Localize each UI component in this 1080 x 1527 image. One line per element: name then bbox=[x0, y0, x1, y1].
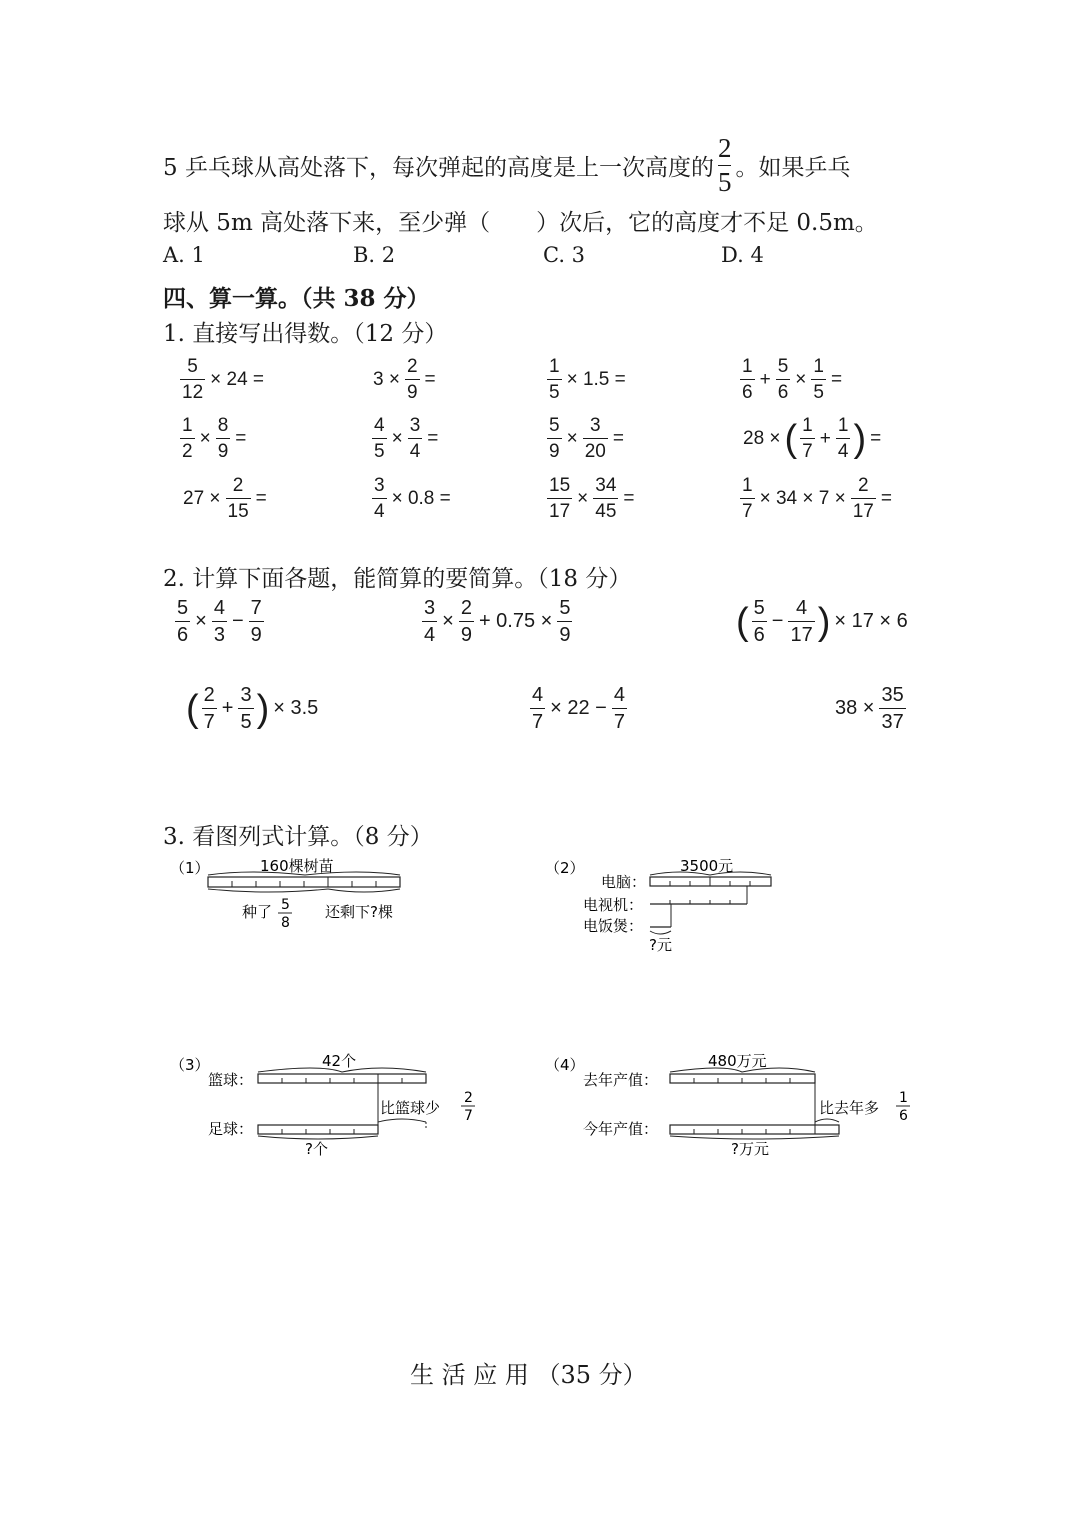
d4-compare-label: 比去年多 bbox=[819, 1099, 880, 1117]
d1-frac-num: 5 bbox=[281, 897, 290, 913]
d3-question: ?个 bbox=[305, 1140, 328, 1158]
p1-item-10: $\frac{3}{4}$ × 0.8 = bbox=[374, 475, 451, 522]
d4-frac-num: 1 bbox=[899, 1090, 908, 1106]
p1-item-8: 28 × ( $\frac{1}{7}$ + $\frac{1}{4}$ ) = bbox=[743, 415, 882, 462]
d2-row1-label: 电脑： bbox=[601, 873, 647, 891]
diagram-3 bbox=[170, 1050, 490, 1164]
p1-item-6: $\frac{4}{5}$ × $\frac{3}{4}$ = bbox=[374, 415, 439, 462]
d3-compare-label: 比篮球少 bbox=[380, 1099, 441, 1117]
section-life-application: 生 活 应 用 （35 分） bbox=[410, 1361, 647, 1389]
d4-frac-den: 6 bbox=[899, 1108, 908, 1124]
d4-row2-label: 今年产值： bbox=[583, 1120, 659, 1138]
d3-number: （3） bbox=[170, 1056, 210, 1074]
p1-item-11: $\frac{15}{17}$ × $\frac{34}{45}$ = bbox=[549, 475, 635, 522]
d1-top-label: 160棵树苗 bbox=[260, 857, 334, 875]
p1-item-9: 27 × $\frac{2}{15}$ = bbox=[183, 475, 267, 522]
p2-expr-4: ( $\frac{2}{7}$ + $\frac{3}{5}$ ) × 3.5 bbox=[186, 684, 319, 733]
d3-frac-num: 2 bbox=[464, 1090, 473, 1106]
p1-item-3: $\frac{1}{5}$ × 1.5 = bbox=[549, 356, 626, 403]
d3-row2-label: 足球： bbox=[208, 1120, 254, 1138]
p1-item-12: $\frac{1}{7}$ × 34 × 7 × $\frac{2}{17}$ = bbox=[742, 475, 892, 522]
d3-row1-label: 篮球： bbox=[208, 1071, 254, 1089]
d3-frac-den: 7 bbox=[464, 1108, 473, 1124]
q5-line1 bbox=[163, 135, 850, 196]
q5-fraction bbox=[718, 135, 732, 196]
part1-title: 1. 直接写出得数。（12 分） bbox=[163, 321, 448, 347]
p2-expr-2: $\frac{3}{4}$ × $\frac{2}{9}$ + 0.75 × $\frac{5}{9}$ bbox=[424, 597, 571, 646]
p2-expr-1: $\frac{5}{6}$ × $\frac{4}{3}$ − $\frac{7}{9}$ bbox=[177, 597, 262, 646]
part2-title: 2. 计算下面各题，能简算的要简算。（18 分） bbox=[163, 566, 632, 592]
part3-title: 3. 看图列式计算。（8 分） bbox=[163, 824, 433, 850]
q5-option-b: B. 2 bbox=[353, 243, 396, 267]
q5-line2: 球从 5m 高处落下来，至少弹（ ）次后，它的高度才不足 0.5m。 bbox=[163, 210, 878, 236]
d4-row1-label: 去年产值： bbox=[583, 1071, 659, 1089]
d2-row3-label: 电饭煲： bbox=[583, 917, 644, 935]
d4-question: ?万元 bbox=[731, 1140, 769, 1158]
q5-line1-before: 5 乒乓球从高处落下，每次弹起的高度是上一次高度的 bbox=[163, 155, 714, 181]
d4-top-label: 480万元 bbox=[708, 1052, 767, 1070]
p1-item-2: 3 × $\frac{2}{9}$ = bbox=[373, 356, 436, 403]
p1-item-4: $\frac{1}{6}$ + $\frac{5}{6}$ × $\frac{1}{5}$ = bbox=[742, 356, 843, 403]
diagram-4 bbox=[545, 1050, 915, 1164]
d2-row2-label: 电视机： bbox=[583, 896, 644, 914]
q5-line1-after: 。如果乒乓 bbox=[735, 155, 851, 181]
p1-item-1: $\frac{5}{12}$ × 24 = bbox=[182, 356, 265, 403]
p2-expr-6: 38 × $\frac{35}{37}$ bbox=[835, 684, 904, 733]
q5-option-c: C. 3 bbox=[543, 243, 586, 267]
d4-number: （4） bbox=[545, 1056, 585, 1074]
d1-planted-label: 种了 bbox=[242, 903, 273, 921]
d1-frac-den: 8 bbox=[281, 915, 290, 931]
diagram-2 bbox=[545, 855, 805, 959]
q5-frac-num: 2 bbox=[717, 133, 732, 163]
q5-option-a: A. 1 bbox=[163, 243, 205, 267]
p1-item-5: $\frac{1}{2}$ × $\frac{8}{9}$ = bbox=[182, 415, 247, 462]
d2-top-label: 3500元 bbox=[680, 857, 734, 875]
d1-rest-label: 还剩下?棵 bbox=[325, 903, 393, 921]
d3-top-label: 42个 bbox=[322, 1052, 357, 1070]
p2-expr-3: ( $\frac{5}{6}$ − $\frac{4}{17}$ ) × 17 × 6 bbox=[736, 597, 908, 646]
p1-item-7: $\frac{5}{9}$ × $\frac{3}{20}$ = bbox=[549, 415, 624, 462]
d2-question: ?元 bbox=[649, 936, 672, 954]
section-4-heading: 四、算一算。（共 38 分） bbox=[163, 285, 430, 312]
p2-expr-5: $\frac{4}{7}$ × 22 − $\frac{4}{7}$ bbox=[532, 684, 625, 733]
diagram-1 bbox=[170, 855, 430, 949]
q5-option-d: D. 4 bbox=[721, 243, 764, 267]
d2-number: （2） bbox=[545, 859, 585, 877]
d1-number: （1） bbox=[170, 859, 210, 877]
q5-frac-den: 5 bbox=[717, 167, 732, 197]
